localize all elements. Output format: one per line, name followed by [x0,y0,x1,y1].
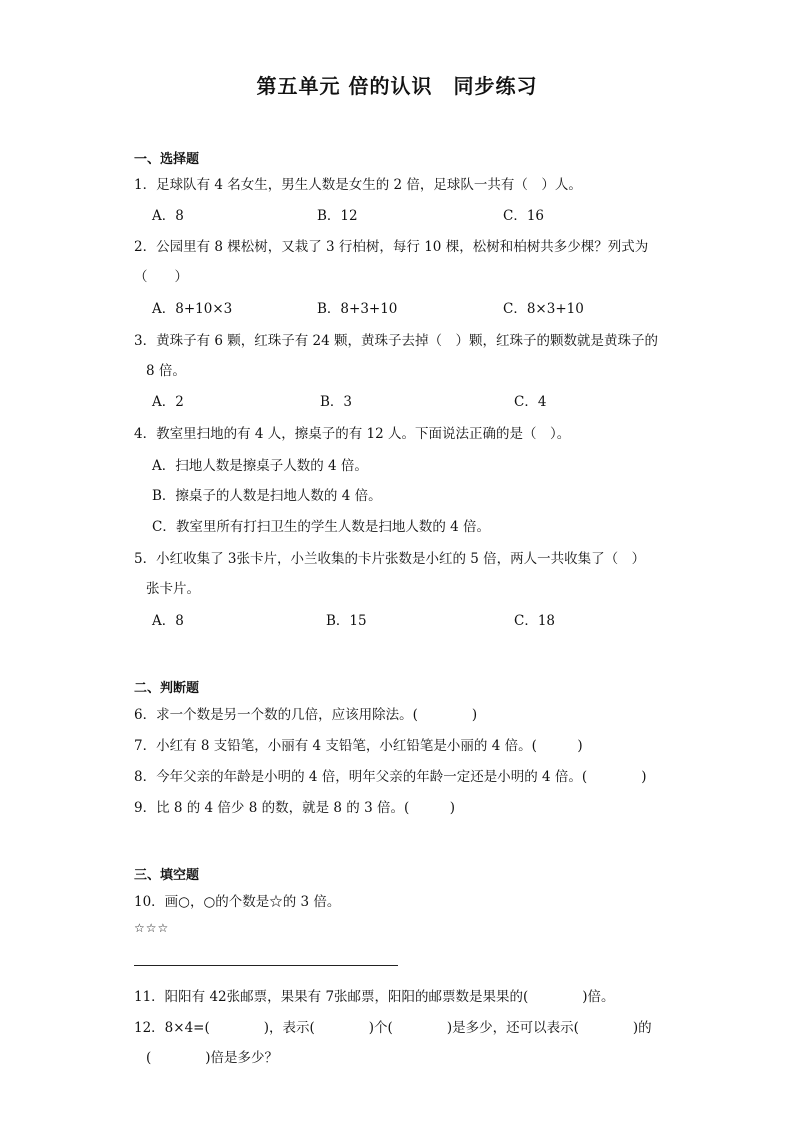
question-1-stem: 1．足球队有 4 名女生，男生人数是女生的 2 倍，足球队一共有（ ）人。 [134,177,582,193]
question-12-line-2: ( )倍是多少？ [146,1050,279,1066]
question-2-option-a: A．8+10×3 [152,301,233,317]
page-title: 第五单元 倍的认识 同步练习 [256,74,538,98]
question-1-option-c: C．16 [503,208,545,224]
question-3-option-b: B．3 [320,394,353,410]
section-heading-judge: 二、判断题 [134,681,200,696]
question-5-option-b: B．15 [326,613,367,629]
question-2-option-b: B．8+3+10 [317,301,398,317]
question-11: 11．阳阳有 42张邮票，果果有 7张邮票，阳阳的邮票数是果果的( )倍。 [134,989,615,1005]
question-10-stars: ☆☆☆ [134,921,170,935]
question-5-stem: 5．小红收集了 3张卡片，小兰收集的卡片张数是小红的 5 倍，两人一共收集了（ ） [134,551,646,567]
question-5-option-a: A．8 [152,613,184,629]
question-1-option-b: B．12 [317,208,358,224]
question-4-option-c: C．教室里所有打扫卫生的学生人数是扫地人数的 4 倍。 [152,519,491,535]
question-1-option-a: A．8 [152,208,184,224]
question-5-stem-cont: 张卡片。 [146,581,200,597]
question-4-option-b: B．擦桌子的人数是扫地人数的 4 倍。 [152,488,382,504]
question-6: 6．求一个数是另一个数的几倍，应该用除法。( ) [134,707,478,723]
question-3-option-c: C．4 [514,394,547,410]
question-5-option-c: C．18 [514,613,556,629]
question-8: 8．今年父亲的年龄是小明的 4 倍，明年父亲的年龄一定还是小明的 4 倍。( ) [134,769,647,785]
question-4-stem: 4．教室里扫地的有 4 人，擦桌子的有 12 人。下面说法正确的是（ ）。 [134,426,571,442]
section-heading-choice: 一、选择题 [134,152,200,167]
question-2-option-c: C．8×3+10 [503,301,584,317]
question-12-line-1: 12．8×4=( )，表示( )个( )是多少，还可以表示( )的 [134,1020,652,1036]
question-2-stem-cont: （ ） [134,269,188,285]
question-7: 7．小红有 8 支铅笔，小丽有 4 支铅笔，小红铅笔是小丽的 4 倍。( ) [134,738,583,754]
question-3-stem-cont: 8 倍。 [146,363,186,379]
question-2-stem: 2．公园里有 8 棵松树，又栽了 3 行柏树，每行 10 棵，松树和柏树共多少棵？列式为 [134,239,649,255]
question-4-option-a: A．扫地人数是擦桌子人数的 4 倍。 [152,458,368,474]
section-heading-fill: 三、填空题 [134,868,200,883]
question-3-option-a: A．2 [152,394,184,410]
question-3-stem: 3．黄珠子有 6 颗，红珠子有 24 颗，黄珠子去掉（ ）颗，红珠子的颗数就是黄珠子的 [134,333,659,349]
question-9: 9．比 8 的 4 倍少 8 的数，就是 8 的 3 倍。( ) [134,800,455,816]
answer-line [134,965,398,966]
question-10: 10．画○，○的个数是☆的 3 倍。 [134,894,341,910]
